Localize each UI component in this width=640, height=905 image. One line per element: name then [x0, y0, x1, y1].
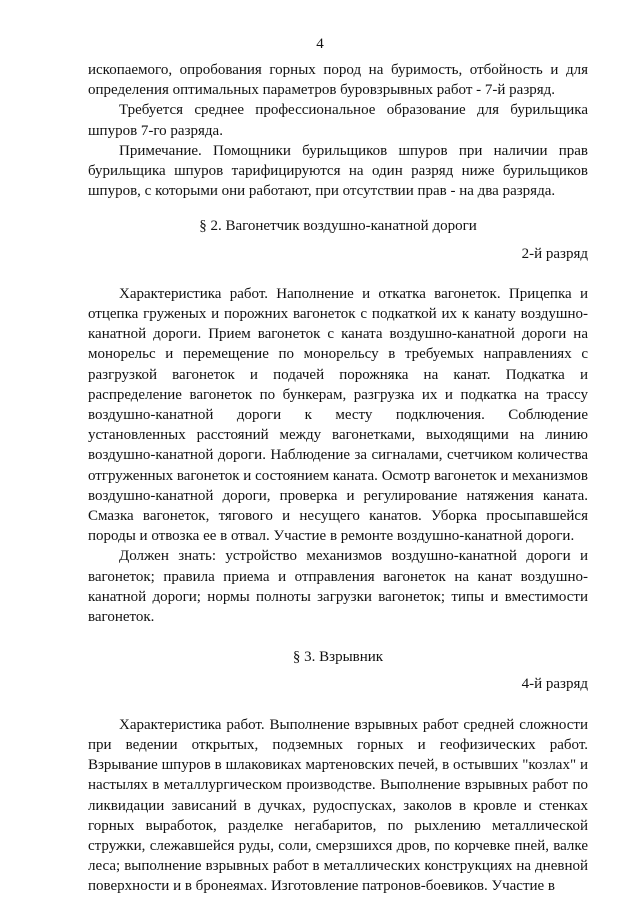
- section-2-must-know: Должен знать: устройство механизмов воздушно-канатной дороги и вагонеток; правила приема и отправления вагонеток на канат воздушно-канатной дороги; нормы полноты загрузки вагонеток; типы и вместимости вагонеток.: [88, 548, 588, 626]
- document-body: [88, 60, 588, 897]
- section-3-heading: § 3. Взрывник: [292, 649, 384, 666]
- section-3-grade: 4-й разряд: [521, 676, 588, 693]
- section-2-characteristics: Характеристика работ. Наполнение и откатка вагонеток. Прицепка и отцепка груженых и порожних вагонеток с подкаткой их к канату воздушно-канатной дороги. Прием вагонеток с каната воздушно-канатной дороги на монорельс и перемещение по монорельсу в требуемых направлениях с разгрузкой вагонеток и подачей порожняка на канат. Подкатка и распределение вагонеток по бункерам, разгрузка их и подкатка на трассу воздушно-канатной дороги к месту подключения. Соблюдение установленных расстояний между вагонетками, выходящими на линию воздушно-канатной дороги. Наблюдение за сигналами, счетчиком количества отгруженных вагонеток и состоянием каната. Осмотр вагонеток и механизмов воздушно-канатной дороги, проверка и регулирование натяжения каната. Смазка вагонеток, тягового и несущего канатов. Уборка просыпавшейся породы и отвозка ее в отвал. Участие в ремонте воздушно-канатной дороги.: [88, 285, 588, 545]
- section-2-grade: 2-й разряд: [521, 245, 588, 262]
- intro-paragraph-continuation: ископаемого, опробования горных пород на буримость, отбойность и для определения оптимальных параметров буровзрывных работ - 7-й разряд.: [88, 62, 588, 99]
- section-2-heading: § 2. Вагонетчик воздушно-канатной дороги: [199, 218, 477, 235]
- intro-paragraph-education: Требуется среднее профессиональное образование для бурильщика шпуров 7-го разряда.: [88, 102, 588, 139]
- intro-paragraph-note: Примечание. Помощники бурильщиков шпуров при наличии прав бурильщика шпуров тарифицируются на один разряд ниже бурильщиков шпуров, с которыми они работают, при отсутствии прав - на два разряда.: [88, 142, 588, 200]
- section-3-characteristics: Характеристика работ. Выполнение взрывных работ средней сложности при ведении открытых, подземных горных и геофизических работ. Взрывание шпуров в шлаковиках мартеновских печей, в остывших "козлах" и настылях в металлургическом производстве. Выполнение взрывных работ по ликвидации зависаний в дучках, рудоспусках, заколов в кровле и стенках горных выработок, разделке негабаритов, по рыхлению металлической стружки, слежавшейся руды, соли, смерзшихся дров, по корчевке пней, валке леса; выполнение взрывных работ в металлических конструкциях на дневной поверхности и в бронеямах. Изготовление патронов-боевиков. Участие в: [88, 716, 588, 895]
- page-number: 4: [316, 36, 324, 52]
